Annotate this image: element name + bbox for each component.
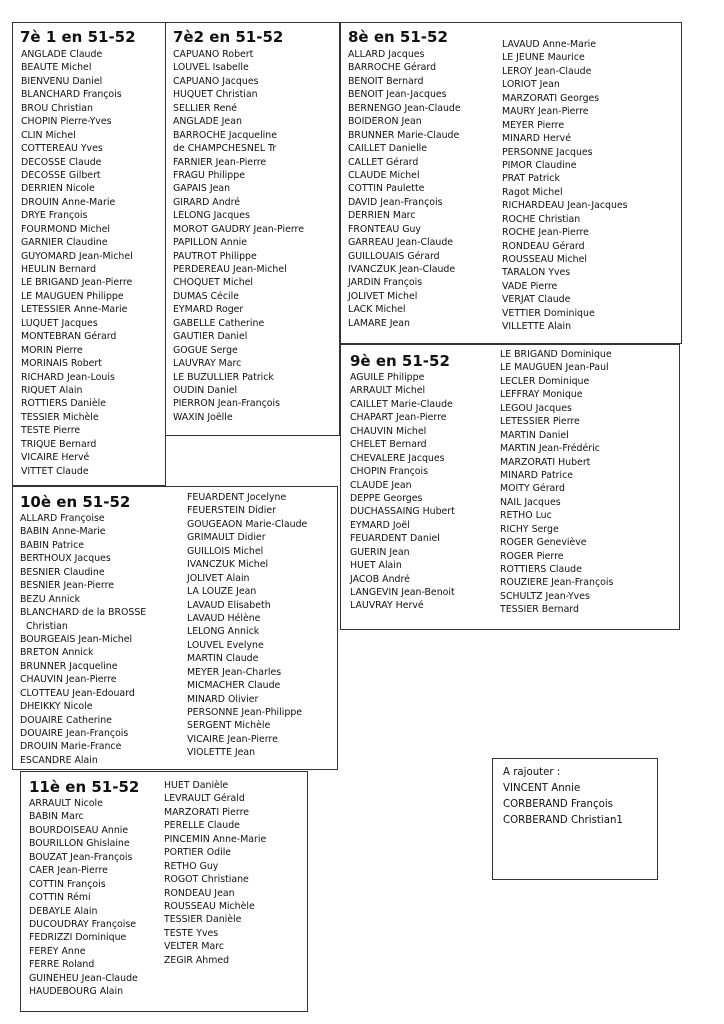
student-name: DOUAIRE Jean-François	[20, 728, 129, 739]
student-name: DEPPE Georges	[350, 492, 423, 504]
student-name: BARROCHE Jacqueline	[173, 129, 277, 141]
student-name: BENOIT Jean-Jacques	[348, 89, 447, 101]
student-name: PERSONNE Jean-Philippe	[187, 707, 303, 718]
student-name: TESTE Pierre	[21, 425, 81, 437]
student-name: GARREAU Jean-Claude	[348, 237, 454, 249]
student-name: LE JEUNE Maurice	[502, 52, 585, 64]
class-title-7e1: 7è 1 en 51-52	[20, 28, 136, 46]
student-name: CHOPIN Pierre-Yves	[21, 116, 112, 128]
student-name: VICAIRE Hervé	[21, 452, 90, 464]
student-name: LEGOU Jacques	[500, 402, 572, 414]
student-name: DECOSSE Claude	[21, 156, 102, 168]
student-name: MARZORATI Georges	[502, 92, 600, 104]
student-name: CHOPIN François	[350, 466, 429, 478]
student-name: BESNIER Jean-Pierre	[20, 580, 115, 592]
student-name: EYMARD Joël	[350, 519, 410, 531]
student-name: CAPUANO Robert	[173, 49, 254, 60]
student-name: BOUZAT Jean-François	[29, 851, 133, 863]
student-name: COTTIN Paulette	[348, 183, 425, 195]
student-name: BOURGEAIS Jean-Michel	[20, 633, 133, 645]
student-name: PERDEREAU Jean-Michel	[173, 264, 287, 275]
student-name: JARDIN François	[348, 277, 423, 289]
student-name: DOUAIRE Catherine	[20, 714, 112, 726]
student-name: CALLET Gérard	[348, 156, 419, 168]
student-name: GARNIER Claudine	[21, 237, 108, 249]
student-name: CHEVALERE Jacques	[350, 452, 445, 464]
student-name: PAUTROT Philippe	[173, 250, 257, 262]
student-name: LE BUZULLIER Patrick	[173, 371, 274, 383]
student-name: DEBAYLE Alain	[29, 905, 98, 917]
student-name: LAUVRAY Marc	[173, 358, 242, 370]
student-name: GUINEHEU Jean-Claude	[29, 972, 138, 984]
student-name: IVANCZUK Jean-Claude	[348, 264, 456, 275]
student-name: MONTEBRAN Gérard	[21, 331, 117, 343]
student-name: Ragot Michel	[502, 186, 563, 198]
student-name: DUCHASSAING Hubert	[350, 506, 455, 518]
student-name: GUERIN Jean	[350, 546, 410, 558]
student-name: GIRARD André	[173, 196, 241, 208]
student-name: BARROCHE Gérard	[348, 62, 437, 74]
student-name: CAILLET Marie-Claude	[350, 398, 453, 410]
student-name: HEULIN Bernard	[21, 264, 97, 275]
student-name: LETESSIER Anne-Marie	[21, 304, 128, 316]
student-name: SCHULTZ Jean-Yves	[500, 590, 590, 602]
name-list-9e-right	[500, 348, 613, 617]
student-name: ANGLADE Claude	[21, 49, 103, 60]
student-name: ARRAULT Nicole	[29, 798, 103, 809]
student-name: LAUVRAY Hervé	[350, 600, 424, 612]
student-name: BABIN Anne-Marie	[20, 526, 106, 538]
student-name: OUDIN Daniel	[173, 384, 238, 396]
student-name: MICMACHER Claude	[187, 680, 281, 692]
student-name: ZEGIR Ahmed	[164, 954, 230, 966]
student-name: BESNIER Claudine	[20, 566, 105, 578]
student-name: PERELLE Claude	[164, 820, 240, 832]
student-name: PIERRON Jean-François	[173, 398, 280, 410]
student-name: MARZORATI Pierre	[164, 806, 250, 818]
student-name: CHAPART Jean-Pierre	[350, 412, 447, 424]
student-name: LEVRAULT Gérald	[164, 793, 245, 805]
student-name: LAVAUD Anne-Marie	[502, 39, 597, 50]
student-name: ROCHE Jean-Pierre	[502, 227, 589, 239]
student-name: FARNIER Jean-Pierre	[173, 156, 267, 168]
student-name: MINARD Olivier	[187, 693, 259, 705]
student-name: FEUARDENT Daniel	[350, 533, 440, 545]
student-name: GOUGEAON Marie-Claude	[187, 518, 308, 530]
student-name: Christian	[20, 620, 68, 632]
student-name: BIENVENU Daniel	[21, 75, 103, 87]
student-name: FERRE Roland	[29, 959, 95, 971]
student-name: MAURY Jean-Pierre	[502, 106, 589, 118]
student-name: RETHO Luc	[500, 510, 552, 522]
student-name: DECOSSE Gilbert	[21, 169, 101, 181]
student-name: FEREY Anne	[29, 945, 86, 957]
student-name: IVANCZUK Michel	[187, 559, 269, 571]
student-name: ROCHE Christian	[502, 213, 581, 225]
student-name: BEZU Annick	[20, 593, 81, 605]
student-name: LOUVEL Isabelle	[173, 62, 249, 74]
student-name: VIOLETTE Jean	[187, 747, 256, 759]
student-name: DUMAS Cécile	[173, 290, 239, 302]
addendum-title: A rajouter :	[503, 767, 561, 778]
student-name: FRONTEAU Guy	[348, 223, 421, 235]
student-name: BERNENGO Jean-Claude	[348, 102, 461, 114]
student-name: FEUARDENT Jocelyne	[187, 492, 287, 503]
student-name: PAPILLON Annie	[173, 237, 248, 249]
student-name: HUET Alain	[350, 560, 402, 572]
student-name: JOLIVET Michel	[348, 290, 418, 302]
student-name: VADE Pierre	[502, 280, 558, 292]
name-list-7e1	[21, 48, 133, 478]
student-name: CAER Jean-Pierre	[29, 865, 108, 877]
student-name: HUQUET Christian	[173, 89, 258, 101]
student-name: ALLARD Jacques	[348, 49, 425, 60]
student-name: RONDEAU Jean	[164, 887, 235, 899]
student-name: VELTER Marc	[164, 941, 225, 953]
name-list-8e-left	[348, 48, 461, 330]
class-title-8e: 8è en 51-52	[348, 28, 448, 46]
student-name: FEDRIZZI Dominique	[29, 932, 127, 944]
student-name: LACK Michel	[348, 304, 406, 316]
student-name: CHAUVIN Jean-Pierre	[20, 674, 117, 686]
student-name: FOURMOND Michel	[21, 223, 110, 235]
name-list-11e-right	[164, 779, 266, 967]
student-name: LAVAUD Elisabeth	[187, 599, 271, 611]
student-name: NAIL Jacques	[500, 496, 561, 508]
student-name: TARALON Yves	[502, 267, 571, 279]
student-name: GAPAIS Jean	[173, 183, 231, 195]
student-name: MARTIN Claude	[187, 653, 259, 665]
student-name: DUCOUDRAY Françoise	[29, 918, 137, 930]
student-name: MORIN Pierre	[21, 344, 83, 356]
student-name: GABELLE Catherine	[173, 317, 265, 329]
student-name: LA LOUZE Jean	[187, 586, 257, 598]
name-list-10e-right	[187, 491, 307, 760]
student-name: ROGER Pierre	[500, 550, 564, 562]
student-name: TRIQUE Bernard	[21, 438, 97, 450]
student-name: DRYE François	[21, 210, 88, 222]
student-name: ALLARD Françoise	[20, 513, 105, 524]
student-name: MARZORATI Hubert	[500, 456, 591, 468]
student-name: VICAIRE Jean-Pierre	[187, 733, 278, 745]
student-name: LE BRIGAND Dominique	[500, 349, 612, 360]
class-title-11e: 11è en 51-52	[29, 778, 140, 796]
student-name: CLAUDE Jean	[350, 479, 412, 491]
student-name: CAPUANO Jacques	[173, 75, 259, 87]
student-name: LE BRIGAND Jean-Pierre	[21, 277, 133, 289]
student-name: CHELET Bernard	[350, 439, 427, 451]
student-name: MOITY Gérard	[500, 483, 565, 495]
class-title-10e: 10è en 51-52	[20, 493, 131, 511]
student-name: RICHARDEAU Jean-Jacques	[502, 200, 628, 212]
name-list-10e-left	[20, 512, 146, 767]
student-name: EYMARD Roger	[173, 304, 244, 316]
student-name: LAMARE Jean	[348, 317, 410, 329]
student-name: DHEIKKY Nicole	[20, 701, 93, 713]
student-name: ROGER Geneviève	[500, 537, 587, 549]
student-name: BABIN Patrice	[20, 539, 85, 551]
student-name: ROUSSEAU Michèle	[164, 900, 255, 912]
student-name: LEFFRAY Monique	[500, 389, 583, 401]
student-name: PERSONNE Jacques	[502, 146, 593, 158]
student-name: MINARD Patrice	[500, 469, 574, 481]
student-name: TESSIER Danièle	[164, 914, 242, 926]
student-name: JOLIVET Alain	[187, 572, 250, 584]
student-name: GUILLOIS Michel	[187, 545, 264, 557]
student-name: DAVID Jean-François	[348, 196, 443, 208]
student-name: BRETON Annick	[20, 647, 94, 659]
student-name: GAUTIER Daniel	[173, 331, 248, 343]
student-name: PINCEMIN Anne-Marie	[164, 833, 267, 845]
student-name: FRAGU Philippe	[173, 169, 245, 181]
addendum-name: CORBERAND François	[503, 799, 613, 810]
addendum-name: CORBERAND Christian1	[503, 815, 623, 826]
student-name: WAXIN Joëlle	[173, 411, 233, 423]
student-name: RETHO Guy	[164, 860, 219, 872]
student-name: LANGEVIN Jean-Benoit	[350, 587, 455, 598]
student-name: TESSIER Bernard	[500, 604, 579, 616]
student-name: LE MAUGUEN Philippe	[21, 290, 124, 302]
student-name: ESCANDRE Alain	[20, 754, 98, 766]
addendum-name: VINCENT Annie	[503, 783, 581, 794]
student-name: LE MAUGUEN Jean-Paul	[500, 362, 609, 374]
student-name: DROUIN Marie-France	[20, 741, 122, 753]
student-name: HUET Danièle	[164, 780, 229, 791]
student-name: LECLER Dominique	[500, 375, 590, 387]
student-name: ROUZIERE Jean-François	[500, 577, 614, 589]
student-name: CHOQUET Michel	[173, 277, 254, 289]
student-name: BENOIT Bernard	[348, 75, 424, 87]
student-name: MEYER Jean-Charles	[187, 666, 282, 678]
class-title-9e: 9è en 51-52	[350, 352, 450, 370]
student-name: PRAT Patrick	[502, 173, 560, 185]
student-name: SELLIER René	[173, 102, 238, 114]
student-name: DROUIN Anne-Marie	[21, 196, 116, 208]
student-name: MARTIN Jean-Frédéric	[500, 443, 600, 455]
student-name: LEROY Jean-Claude	[502, 65, 592, 77]
student-name: COTTIN Rémi	[29, 892, 91, 904]
student-name: RICHY Serge	[500, 523, 559, 535]
student-name: LORIOT Jean	[502, 79, 560, 91]
student-name: ROUSSEAU Michel	[502, 254, 587, 265]
student-name: GUYOMARD Jean-Michel	[21, 250, 133, 262]
student-name: LOUVEL Evelyne	[187, 639, 264, 651]
student-name: HAUDEBOURG Alain	[29, 986, 124, 998]
student-name: BERTHOUX Jacques	[20, 553, 111, 565]
student-name: BOURDOISEAU Annie	[29, 824, 129, 836]
student-name: GOGUE Serge	[173, 344, 238, 356]
student-name: LUQUET Jacques	[21, 317, 98, 329]
student-name: PIMOR Claudine	[502, 159, 577, 171]
student-name: ROGOT Christiane	[164, 874, 249, 886]
student-name: RICHARD Jean-Louis	[21, 371, 115, 383]
student-name: TESTE Yves	[164, 927, 219, 939]
student-name: MORINAIS Robert	[21, 358, 102, 370]
student-name: CHAUVIN Michel	[350, 425, 427, 437]
student-name: MOROT GAUDRY Jean-Pierre	[173, 223, 304, 235]
student-name: BLANCHARD de la BROSSE	[20, 607, 147, 619]
student-name: BRUNNER Marie-Claude	[348, 129, 460, 141]
student-name: VILLETTE Alain	[502, 321, 572, 333]
student-name: DERRIEN Marc	[348, 210, 416, 222]
student-name: BEAUTE Michel	[21, 62, 92, 74]
student-name: BOIDERON Jean	[348, 116, 422, 128]
student-name: BOURILLON Ghislaine	[29, 838, 130, 850]
student-name: ARRAULT Michel	[350, 385, 426, 397]
student-name: FEUERSTEIN Didier	[187, 505, 276, 517]
name-list-7e2	[173, 48, 304, 424]
student-name: ANGLADE Jean	[173, 116, 242, 128]
student-name: ROTTIERS Claude	[500, 564, 582, 575]
student-name: AGUILE Philippe	[350, 372, 425, 383]
student-name: CAILLET Danielle	[348, 143, 428, 155]
student-name: COTTEREAU Yves	[21, 143, 103, 155]
student-name: VERJAT Claude	[502, 294, 571, 306]
student-name: BABIN Marc	[29, 811, 84, 823]
student-name: PORTIER Odile	[164, 847, 232, 859]
student-name: LELONG Annick	[187, 626, 260, 638]
student-name: VETTIER Dominique	[502, 307, 595, 319]
student-name: RIQUET Alain	[21, 384, 83, 396]
student-name: GUILLOUAIS Gérard	[348, 250, 440, 262]
name-list-8e-right	[502, 38, 628, 334]
student-name: RONDEAU Gérard	[502, 240, 585, 252]
student-name: GRIMAULT Didier	[187, 532, 266, 544]
student-name: BLANCHARD François	[21, 89, 122, 101]
student-name: CLAUDE Michel	[348, 169, 420, 181]
class-title-7e2: 7è2 en 51-52	[173, 28, 284, 46]
student-name: LELONG Jacques	[173, 210, 250, 222]
student-name: BROU Christian	[21, 102, 93, 114]
student-name: SERGENT Michèle	[187, 720, 271, 732]
student-name: TESSIER Michèle	[21, 411, 99, 423]
name-list-9e-left	[350, 371, 455, 613]
student-name: MINARD Hervé	[502, 133, 571, 145]
student-name: LAVAUD Hélène	[187, 612, 261, 624]
student-name: COTTIN François	[29, 878, 106, 890]
student-name: VITTET Claude	[21, 465, 89, 477]
student-name: MEYER Pierre	[502, 119, 565, 131]
student-name: LETESSIER Pierre	[500, 416, 580, 428]
student-name: BRUNNER Jacqueline	[20, 660, 118, 672]
student-name: CLOTTEAU Jean-Edouard	[20, 687, 135, 699]
student-name: DERRIEN Nicole	[21, 183, 95, 195]
student-name: de CHAMPCHESNEL Tr	[173, 143, 277, 155]
name-list-11e-left	[29, 797, 138, 999]
student-name: CLIN Michel	[21, 129, 76, 141]
student-name: JACOB André	[350, 573, 410, 585]
student-name: MARTIN Daniel	[500, 429, 569, 441]
student-name: ROTTIERS Danièle	[21, 398, 106, 410]
